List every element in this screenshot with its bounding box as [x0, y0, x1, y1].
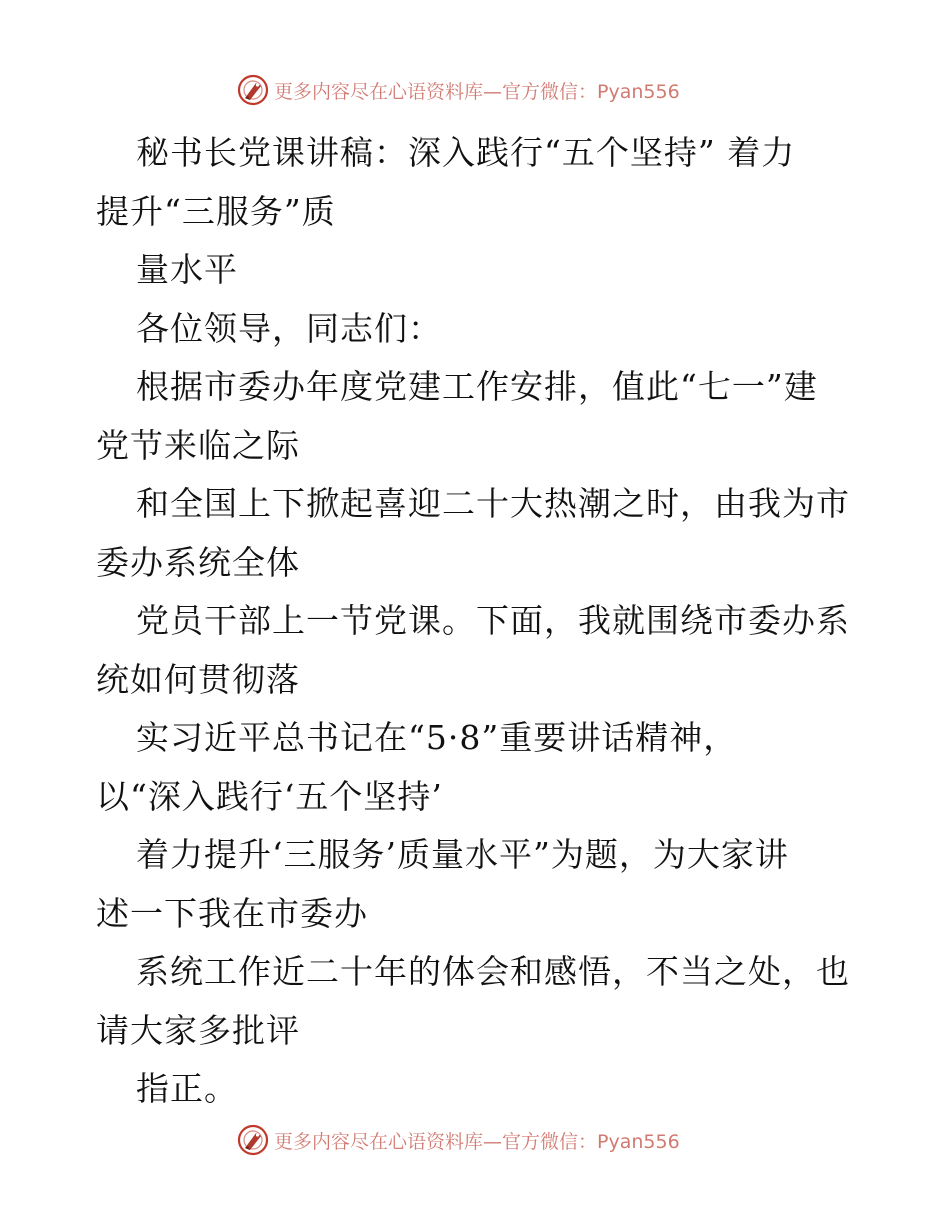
text-line: 以“深入践行‘五个坚持’ — [96, 776, 443, 816]
watermark-text: 更多内容尽在心语资料库—官方微信：Pyan556 — [274, 80, 680, 103]
text-line: 秘书长党课讲稿：深入践行“五个坚持” 着力 — [136, 133, 796, 172]
text-line: 着力提升‘三服务’质量水平”为题，为大家讲 — [136, 835, 789, 874]
text-line: 请大家多批评 — [96, 1010, 300, 1050]
text-line: 和全国上下掀起喜迎二十大热潮之时，由我为市 — [136, 484, 850, 523]
text-line: 党员干部上一节党课。下面，我就围绕市委办系 — [136, 601, 850, 640]
text-line: 根据市委办年度党建工作安排，值此“七一”建 — [136, 367, 818, 406]
text-line: 提升“三服务”质 — [96, 191, 336, 231]
text-line: 各位领导，同志们： — [136, 308, 442, 348]
text-line: 指正。 — [136, 1069, 238, 1108]
pen-nib-logo-icon — [236, 73, 270, 107]
pen-nib-logo-icon — [236, 1123, 270, 1157]
text-line: 系统工作近二十年的体会和感悟，不当之处，也 — [136, 952, 850, 991]
header-watermark — [236, 72, 680, 108]
text-line: 实习近平总书记在“5·8”重要讲话精神， — [136, 718, 738, 757]
text-line: 述一下我在市委办 — [96, 893, 368, 933]
text-line: 党节来临之际 — [96, 425, 300, 465]
document-body — [96, 124, 886, 1119]
text-line: 统如何贯彻落 — [96, 659, 300, 699]
text-line: 量水平 — [136, 250, 238, 289]
text-line: 委办系统全体 — [96, 542, 300, 582]
footer-watermark — [236, 1122, 680, 1158]
watermark-text: 更多内容尽在心语资料库—官方微信：Pyan556 — [274, 1130, 680, 1153]
